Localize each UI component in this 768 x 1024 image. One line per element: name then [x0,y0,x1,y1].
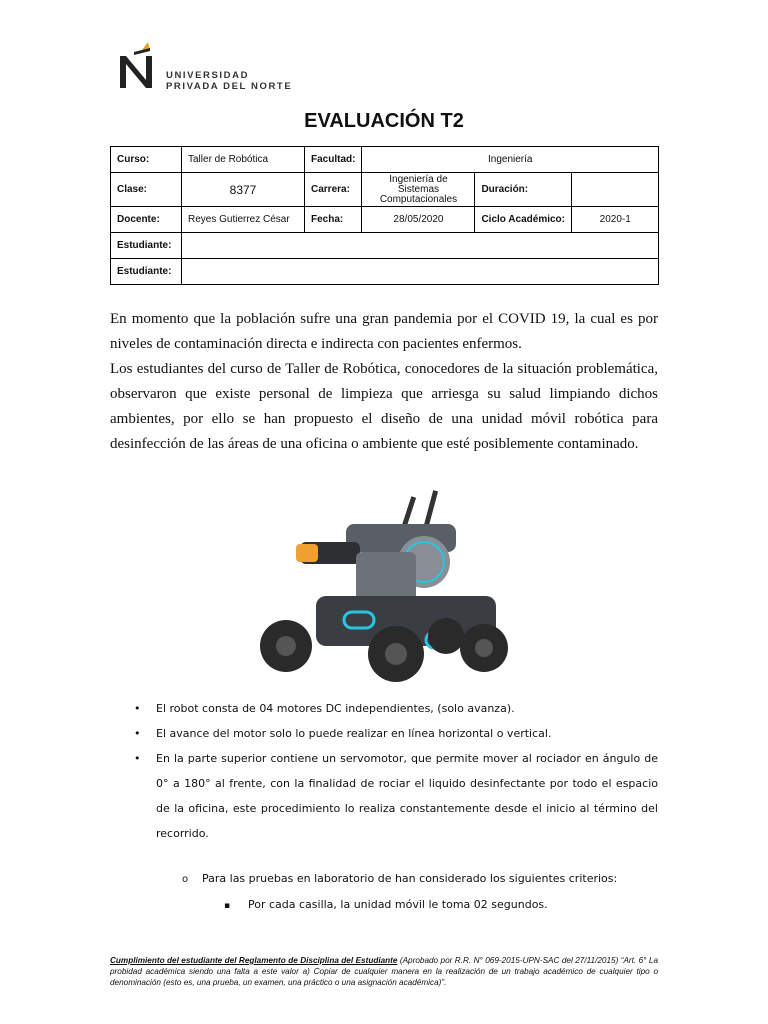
facultad-label: Facultad: [305,147,362,173]
bullet-icon: • [134,752,141,765]
paragraph-intro: En momento que la población sufre una gran pandemia por el COVID 19, la cual es por niveles de contaminación directa e indirecta con pacientes enfermos. [110,311,658,352]
robot-image [256,486,512,690]
list-item: • El robot consta de 04 motores DC independientes, (solo avanza). [110,696,658,721]
sub-sub-list-item: ▪ Por cada casilla, la unidad móvil le toma 02 segundos. [224,898,548,911]
ciclo-label: Ciclo Académico: [475,207,572,233]
estudiante2-label: Estudiante: [111,259,182,285]
clase-label: Clase: [111,173,182,207]
page-title: EVALUACIÓN T2 [304,110,464,132]
facultad-value: Ingeniería [362,147,659,173]
bullet-list [110,696,658,846]
footer-text: (Aprobado por R.R. N° 069-2015-UPN-SAC del 27/11/2015) “Art. 6° La probidad académica siendo una falta a este valor a) Copiar de cualquier manera en la realización de un trabajo académico de cualquier tipo o denominación (esto es, una prueba, un examen, una práctico o una asignación académica)”. [110,956,658,987]
logo-text: UNIVERSIDAD PRIVADA DEL NORTE [166,70,293,92]
bullet-icon: • [134,727,141,740]
sub-list-item: o Para las pruebas en laboratorio de han considerado los siguientes criterios: [182,872,618,885]
square-bullet-icon: ▪ [224,901,231,911]
fecha-label: Fecha: [305,207,362,233]
duracion-value [572,173,659,207]
estudiante2-value[interactable] [182,259,659,285]
curso-label: Curso: [111,147,182,173]
paragraph-context: Los estudiantes del curso de Taller de Robótica, conocedores de la situación problemática, observaron que existe personal de limpieza que arriesga su salud limpiando dichos ambientes, por ello se han propuesto el diseño de una unidad móvil robótica para desinfección de las áreas de una oficina o ambiente que esté posiblemente contaminado. [110,361,658,452]
docente-label: Docente: [111,207,182,233]
clase-value: 8377 [182,173,305,207]
ciclo-value: 2020-1 [572,207,659,233]
carrera-value: Ingeniería de Sistemas Computacionales [362,173,475,207]
footer-note [110,955,658,988]
docente-value: Reyes Gutierrez César [182,207,305,233]
carrera-label: Carrera: [305,173,362,207]
circle-bullet-icon: o [182,874,189,885]
info-table [110,146,659,285]
estudiante1-label: Estudiante: [111,233,182,259]
curso-value: Taller de Robótica [182,147,305,173]
duracion-label: Duración: [475,173,572,207]
list-item: • En la parte superior contiene un servomotor, que permite mover al rociador en ángulo de 0° a 180° al frente, con la finalidad de rociar el liquido desinfectante por todo el espacio de la oficina, este procedimiento lo realiza constantemente desde el inicio al término del recorrido. [110,746,658,846]
footer-regulation: Cumplimiento del estudiante del Reglamento de Disciplina del Estudiante [110,956,398,965]
nozzle [296,544,318,562]
list-item: • El avance del motor solo lo puede realizar en línea horizontal o vertical. [110,721,658,746]
bullet-icon: • [134,702,141,715]
estudiante1-value[interactable] [182,233,659,259]
fecha-value: 28/05/2020 [362,207,475,233]
